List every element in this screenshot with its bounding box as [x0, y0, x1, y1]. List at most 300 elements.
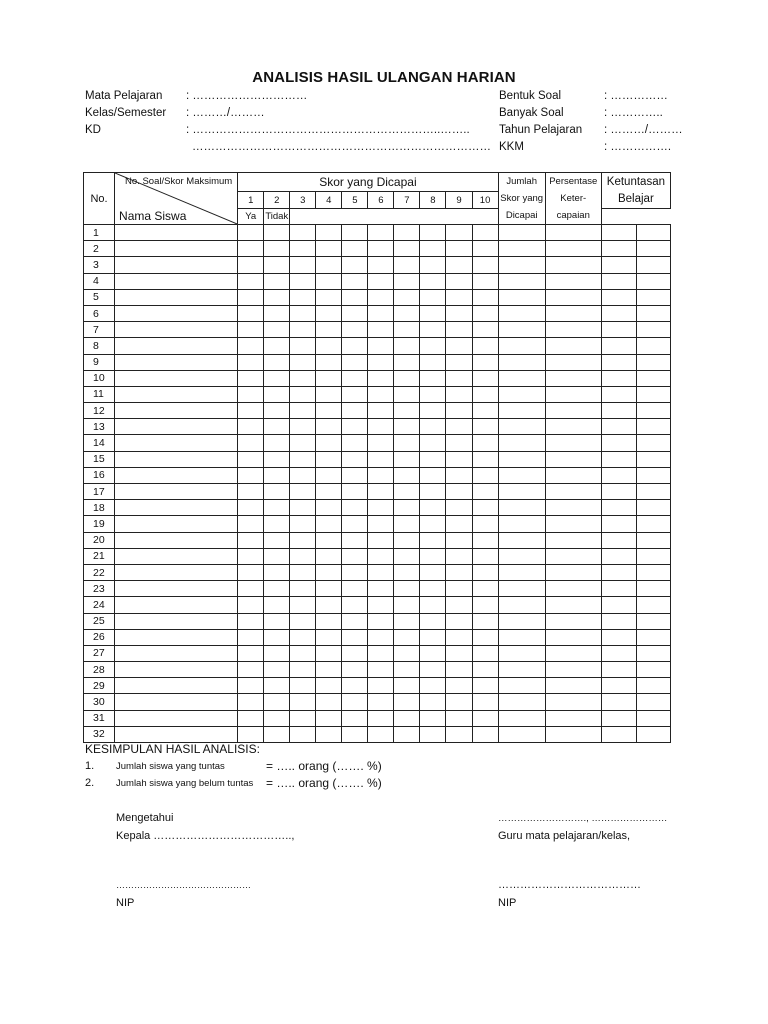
table-cell[interactable] [368, 273, 394, 289]
table-cell[interactable] [420, 419, 446, 435]
table-cell[interactable] [472, 403, 498, 419]
table-cell[interactable] [420, 273, 446, 289]
table-cell[interactable] [420, 629, 446, 645]
table-cell[interactable] [316, 257, 342, 273]
table-cell[interactable] [446, 678, 472, 694]
table-cell[interactable] [316, 516, 342, 532]
table-cell[interactable] [394, 257, 420, 273]
table-cell[interactable] [545, 726, 601, 742]
table-cell[interactable] [342, 613, 368, 629]
table-cell[interactable] [472, 225, 498, 241]
table-cell[interactable] [636, 305, 670, 321]
table-cell[interactable] [601, 629, 636, 645]
table-cell[interactable] [472, 516, 498, 532]
table-cell[interactable] [290, 257, 316, 273]
table-cell[interactable] [264, 241, 290, 257]
table-cell[interactable] [636, 403, 670, 419]
table-cell[interactable] [290, 629, 316, 645]
table-cell[interactable] [316, 662, 342, 678]
table-cell[interactable] [342, 597, 368, 613]
table-cell[interactable] [264, 710, 290, 726]
table-cell[interactable] [601, 500, 636, 516]
table-cell[interactable] [446, 354, 472, 370]
table-cell[interactable] [290, 386, 316, 402]
table-cell[interactable] [446, 548, 472, 564]
table-cell[interactable] [394, 225, 420, 241]
table-cell[interactable] [115, 516, 238, 532]
table-cell[interactable] [601, 662, 636, 678]
table-cell[interactable] [420, 322, 446, 338]
table-cell[interactable] [394, 484, 420, 500]
table-cell[interactable] [290, 564, 316, 580]
table-cell[interactable] [472, 370, 498, 386]
table-cell[interactable] [115, 354, 238, 370]
table-cell[interactable] [368, 662, 394, 678]
table-cell[interactable] [545, 694, 601, 710]
table-cell[interactable] [472, 386, 498, 402]
table-cell[interactable] [368, 338, 394, 354]
table-cell[interactable] [342, 370, 368, 386]
table-cell[interactable] [420, 305, 446, 321]
table-cell[interactable] [394, 419, 420, 435]
table-cell[interactable] [394, 241, 420, 257]
table-cell[interactable] [636, 694, 670, 710]
table-cell[interactable] [498, 484, 545, 500]
table-cell[interactable] [601, 273, 636, 289]
table-cell[interactable] [472, 322, 498, 338]
table-cell[interactable] [264, 678, 290, 694]
table-cell[interactable] [498, 370, 545, 386]
table-cell[interactable] [368, 516, 394, 532]
table-cell[interactable] [446, 645, 472, 661]
table-cell[interactable] [316, 435, 342, 451]
table-cell[interactable] [368, 451, 394, 467]
table-cell[interactable] [368, 419, 394, 435]
table-cell[interactable] [472, 694, 498, 710]
table-cell[interactable] [316, 710, 342, 726]
table-cell[interactable] [472, 597, 498, 613]
table-cell[interactable] [115, 532, 238, 548]
table-cell[interactable] [545, 435, 601, 451]
table-cell[interactable] [601, 613, 636, 629]
table-cell[interactable] [420, 662, 446, 678]
table-cell[interactable] [446, 516, 472, 532]
table-cell[interactable] [368, 581, 394, 597]
table-cell[interactable] [316, 645, 342, 661]
table-cell[interactable] [601, 467, 636, 483]
table-cell[interactable] [601, 370, 636, 386]
table-cell[interactable] [472, 305, 498, 321]
table-cell[interactable] [394, 403, 420, 419]
table-cell[interactable] [636, 532, 670, 548]
table-cell[interactable] [238, 322, 264, 338]
table-cell[interactable] [394, 354, 420, 370]
table-cell[interactable] [498, 726, 545, 742]
table-cell[interactable] [394, 273, 420, 289]
table-cell[interactable] [420, 370, 446, 386]
table-cell[interactable] [394, 467, 420, 483]
table-cell[interactable] [394, 694, 420, 710]
table-cell[interactable] [290, 419, 316, 435]
table-cell[interactable] [342, 289, 368, 305]
table-cell[interactable] [498, 451, 545, 467]
table-cell[interactable] [545, 645, 601, 661]
table-cell[interactable] [545, 322, 601, 338]
table-cell[interactable] [545, 532, 601, 548]
table-cell[interactable] [264, 597, 290, 613]
table-cell[interactable] [290, 354, 316, 370]
table-cell[interactable] [238, 662, 264, 678]
table-cell[interactable] [342, 662, 368, 678]
table-cell[interactable] [601, 419, 636, 435]
table-cell[interactable] [545, 678, 601, 694]
table-cell[interactable] [394, 564, 420, 580]
table-cell[interactable] [472, 500, 498, 516]
table-cell[interactable] [238, 694, 264, 710]
table-cell[interactable] [316, 548, 342, 564]
table-cell[interactable] [601, 338, 636, 354]
table-cell[interactable] [446, 500, 472, 516]
table-cell[interactable] [342, 241, 368, 257]
table-cell[interactable] [498, 694, 545, 710]
table-cell[interactable] [290, 338, 316, 354]
table-cell[interactable] [316, 597, 342, 613]
table-cell[interactable] [342, 678, 368, 694]
table-cell[interactable] [472, 484, 498, 500]
table-cell[interactable] [290, 597, 316, 613]
table-cell[interactable] [498, 386, 545, 402]
table-cell[interactable] [472, 548, 498, 564]
table-cell[interactable] [342, 516, 368, 532]
table-cell[interactable] [498, 516, 545, 532]
table-cell[interactable] [420, 241, 446, 257]
table-cell[interactable] [316, 694, 342, 710]
table-cell[interactable] [290, 516, 316, 532]
table-cell[interactable] [498, 289, 545, 305]
table-cell[interactable] [368, 322, 394, 338]
table-cell[interactable] [446, 305, 472, 321]
table-cell[interactable] [368, 354, 394, 370]
table-cell[interactable] [545, 516, 601, 532]
table-cell[interactable] [636, 322, 670, 338]
table-cell[interactable] [115, 257, 238, 273]
table-cell[interactable] [368, 597, 394, 613]
table-cell[interactable] [446, 241, 472, 257]
table-cell[interactable] [264, 225, 290, 241]
table-cell[interactable] [394, 386, 420, 402]
table-cell[interactable] [472, 435, 498, 451]
table-cell[interactable] [394, 435, 420, 451]
table-cell[interactable] [238, 532, 264, 548]
table-cell[interactable] [446, 532, 472, 548]
table-cell[interactable] [636, 597, 670, 613]
table-cell[interactable] [115, 662, 238, 678]
table-cell[interactable] [446, 273, 472, 289]
table-cell[interactable] [238, 435, 264, 451]
table-cell[interactable] [545, 386, 601, 402]
table-cell[interactable] [601, 354, 636, 370]
table-cell[interactable] [498, 564, 545, 580]
table-cell[interactable] [394, 613, 420, 629]
table-cell[interactable] [290, 548, 316, 564]
table-cell[interactable] [420, 451, 446, 467]
table-cell[interactable] [264, 305, 290, 321]
table-cell[interactable] [115, 435, 238, 451]
table-cell[interactable] [290, 532, 316, 548]
table-cell[interactable] [342, 548, 368, 564]
table-cell[interactable] [498, 678, 545, 694]
table-cell[interactable] [601, 726, 636, 742]
table-cell[interactable] [342, 257, 368, 273]
table-cell[interactable] [394, 451, 420, 467]
table-cell[interactable] [636, 516, 670, 532]
table-cell[interactable] [636, 662, 670, 678]
table-cell[interactable] [545, 289, 601, 305]
table-cell[interactable] [446, 564, 472, 580]
table-cell[interactable] [446, 419, 472, 435]
table-cell[interactable] [394, 678, 420, 694]
table-cell[interactable] [264, 289, 290, 305]
table-cell[interactable] [636, 710, 670, 726]
table-cell[interactable] [498, 435, 545, 451]
table-cell[interactable] [290, 370, 316, 386]
table-cell[interactable] [472, 629, 498, 645]
table-cell[interactable] [342, 305, 368, 321]
table-cell[interactable] [342, 629, 368, 645]
table-cell[interactable] [238, 467, 264, 483]
table-cell[interactable] [290, 403, 316, 419]
table-cell[interactable] [420, 257, 446, 273]
table-cell[interactable] [368, 370, 394, 386]
table-cell[interactable] [264, 500, 290, 516]
table-cell[interactable] [115, 629, 238, 645]
table-cell[interactable] [115, 500, 238, 516]
table-cell[interactable] [498, 662, 545, 678]
table-cell[interactable] [115, 710, 238, 726]
table-cell[interactable] [290, 451, 316, 467]
table-cell[interactable] [601, 435, 636, 451]
table-cell[interactable] [545, 241, 601, 257]
table-cell[interactable] [115, 338, 238, 354]
table-cell[interactable] [115, 467, 238, 483]
table-cell[interactable] [601, 484, 636, 500]
table-cell[interactable] [238, 678, 264, 694]
table-cell[interactable] [368, 386, 394, 402]
table-cell[interactable] [368, 257, 394, 273]
table-cell[interactable] [316, 532, 342, 548]
table-cell[interactable] [368, 241, 394, 257]
table-cell[interactable] [420, 338, 446, 354]
table-cell[interactable] [446, 726, 472, 742]
table-cell[interactable] [238, 451, 264, 467]
table-cell[interactable] [420, 726, 446, 742]
table-cell[interactable] [238, 354, 264, 370]
table-cell[interactable] [446, 403, 472, 419]
table-cell[interactable] [601, 548, 636, 564]
table-cell[interactable] [342, 322, 368, 338]
table-cell[interactable] [316, 370, 342, 386]
table-cell[interactable] [446, 662, 472, 678]
table-cell[interactable] [115, 305, 238, 321]
table-cell[interactable] [115, 419, 238, 435]
table-cell[interactable] [420, 532, 446, 548]
table-cell[interactable] [472, 581, 498, 597]
table-cell[interactable] [115, 225, 238, 241]
table-cell[interactable] [636, 241, 670, 257]
table-cell[interactable] [290, 678, 316, 694]
table-cell[interactable] [264, 435, 290, 451]
table-cell[interactable] [238, 241, 264, 257]
table-cell[interactable] [238, 289, 264, 305]
table-cell[interactable] [238, 370, 264, 386]
table-cell[interactable] [498, 419, 545, 435]
table-cell[interactable] [316, 225, 342, 241]
table-cell[interactable] [290, 225, 316, 241]
table-cell[interactable] [601, 597, 636, 613]
table-cell[interactable] [368, 564, 394, 580]
table-cell[interactable] [316, 451, 342, 467]
table-cell[interactable] [238, 597, 264, 613]
table-cell[interactable] [446, 629, 472, 645]
table-cell[interactable] [316, 305, 342, 321]
table-cell[interactable] [394, 305, 420, 321]
table-cell[interactable] [394, 532, 420, 548]
table-cell[interactable] [545, 225, 601, 241]
table-cell[interactable] [264, 726, 290, 742]
table-cell[interactable] [420, 564, 446, 580]
table-cell[interactable] [238, 726, 264, 742]
table-cell[interactable] [264, 467, 290, 483]
table-cell[interactable] [472, 678, 498, 694]
table-cell[interactable] [238, 645, 264, 661]
table-cell[interactable] [498, 354, 545, 370]
table-cell[interactable] [115, 564, 238, 580]
table-cell[interactable] [115, 694, 238, 710]
table-cell[interactable] [636, 386, 670, 402]
table-cell[interactable] [368, 467, 394, 483]
table-cell[interactable] [290, 726, 316, 742]
table-cell[interactable] [342, 710, 368, 726]
table-cell[interactable] [446, 225, 472, 241]
table-cell[interactable] [115, 403, 238, 419]
table-cell[interactable] [264, 516, 290, 532]
table-cell[interactable] [601, 678, 636, 694]
table-cell[interactable] [368, 726, 394, 742]
table-cell[interactable] [545, 305, 601, 321]
table-cell[interactable] [342, 726, 368, 742]
table-cell[interactable] [446, 451, 472, 467]
table-cell[interactable] [290, 662, 316, 678]
table-cell[interactable] [290, 305, 316, 321]
table-cell[interactable] [636, 467, 670, 483]
table-cell[interactable] [264, 273, 290, 289]
table-cell[interactable] [368, 305, 394, 321]
table-cell[interactable] [115, 289, 238, 305]
table-cell[interactable] [545, 629, 601, 645]
table-cell[interactable] [636, 678, 670, 694]
table-cell[interactable] [446, 694, 472, 710]
table-cell[interactable] [420, 516, 446, 532]
table-cell[interactable] [446, 338, 472, 354]
table-cell[interactable] [316, 419, 342, 435]
table-cell[interactable] [342, 694, 368, 710]
table-cell[interactable] [446, 370, 472, 386]
table-cell[interactable] [238, 403, 264, 419]
table-cell[interactable] [601, 694, 636, 710]
table-cell[interactable] [316, 726, 342, 742]
table-cell[interactable] [115, 322, 238, 338]
table-cell[interactable] [316, 241, 342, 257]
table-cell[interactable] [545, 370, 601, 386]
table-cell[interactable] [420, 225, 446, 241]
table-cell[interactable] [342, 645, 368, 661]
table-cell[interactable] [545, 484, 601, 500]
table-cell[interactable] [446, 257, 472, 273]
table-cell[interactable] [636, 370, 670, 386]
table-cell[interactable] [238, 225, 264, 241]
table-cell[interactable] [601, 564, 636, 580]
table-cell[interactable] [115, 613, 238, 629]
table-cell[interactable] [446, 386, 472, 402]
table-cell[interactable] [472, 257, 498, 273]
table-cell[interactable] [545, 451, 601, 467]
table-cell[interactable] [601, 451, 636, 467]
table-cell[interactable] [316, 564, 342, 580]
table-cell[interactable] [498, 597, 545, 613]
table-cell[interactable] [264, 662, 290, 678]
table-cell[interactable] [290, 435, 316, 451]
table-cell[interactable] [472, 241, 498, 257]
table-cell[interactable] [636, 548, 670, 564]
table-cell[interactable] [342, 581, 368, 597]
table-cell[interactable] [420, 403, 446, 419]
table-cell[interactable] [238, 516, 264, 532]
table-cell[interactable] [342, 386, 368, 402]
table-cell[interactable] [264, 370, 290, 386]
table-cell[interactable] [420, 678, 446, 694]
table-cell[interactable] [264, 338, 290, 354]
table-cell[interactable] [394, 516, 420, 532]
table-cell[interactable] [115, 548, 238, 564]
table-cell[interactable] [264, 386, 290, 402]
table-cell[interactable] [115, 645, 238, 661]
table-cell[interactable] [498, 629, 545, 645]
table-cell[interactable] [545, 273, 601, 289]
table-cell[interactable] [636, 257, 670, 273]
table-cell[interactable] [545, 710, 601, 726]
table-cell[interactable] [446, 435, 472, 451]
table-cell[interactable] [472, 419, 498, 435]
table-cell[interactable] [115, 726, 238, 742]
table-cell[interactable] [446, 484, 472, 500]
table-cell[interactable] [420, 694, 446, 710]
table-cell[interactable] [368, 645, 394, 661]
table-cell[interactable] [498, 273, 545, 289]
table-cell[interactable] [420, 548, 446, 564]
table-cell[interactable] [636, 500, 670, 516]
table-cell[interactable] [264, 581, 290, 597]
table-cell[interactable] [498, 581, 545, 597]
table-cell[interactable] [290, 484, 316, 500]
table-cell[interactable] [498, 241, 545, 257]
table-cell[interactable] [264, 613, 290, 629]
table-cell[interactable] [290, 322, 316, 338]
table-cell[interactable] [601, 516, 636, 532]
table-cell[interactable] [545, 467, 601, 483]
table-cell[interactable] [264, 403, 290, 419]
table-cell[interactable] [238, 500, 264, 516]
table-cell[interactable] [446, 710, 472, 726]
